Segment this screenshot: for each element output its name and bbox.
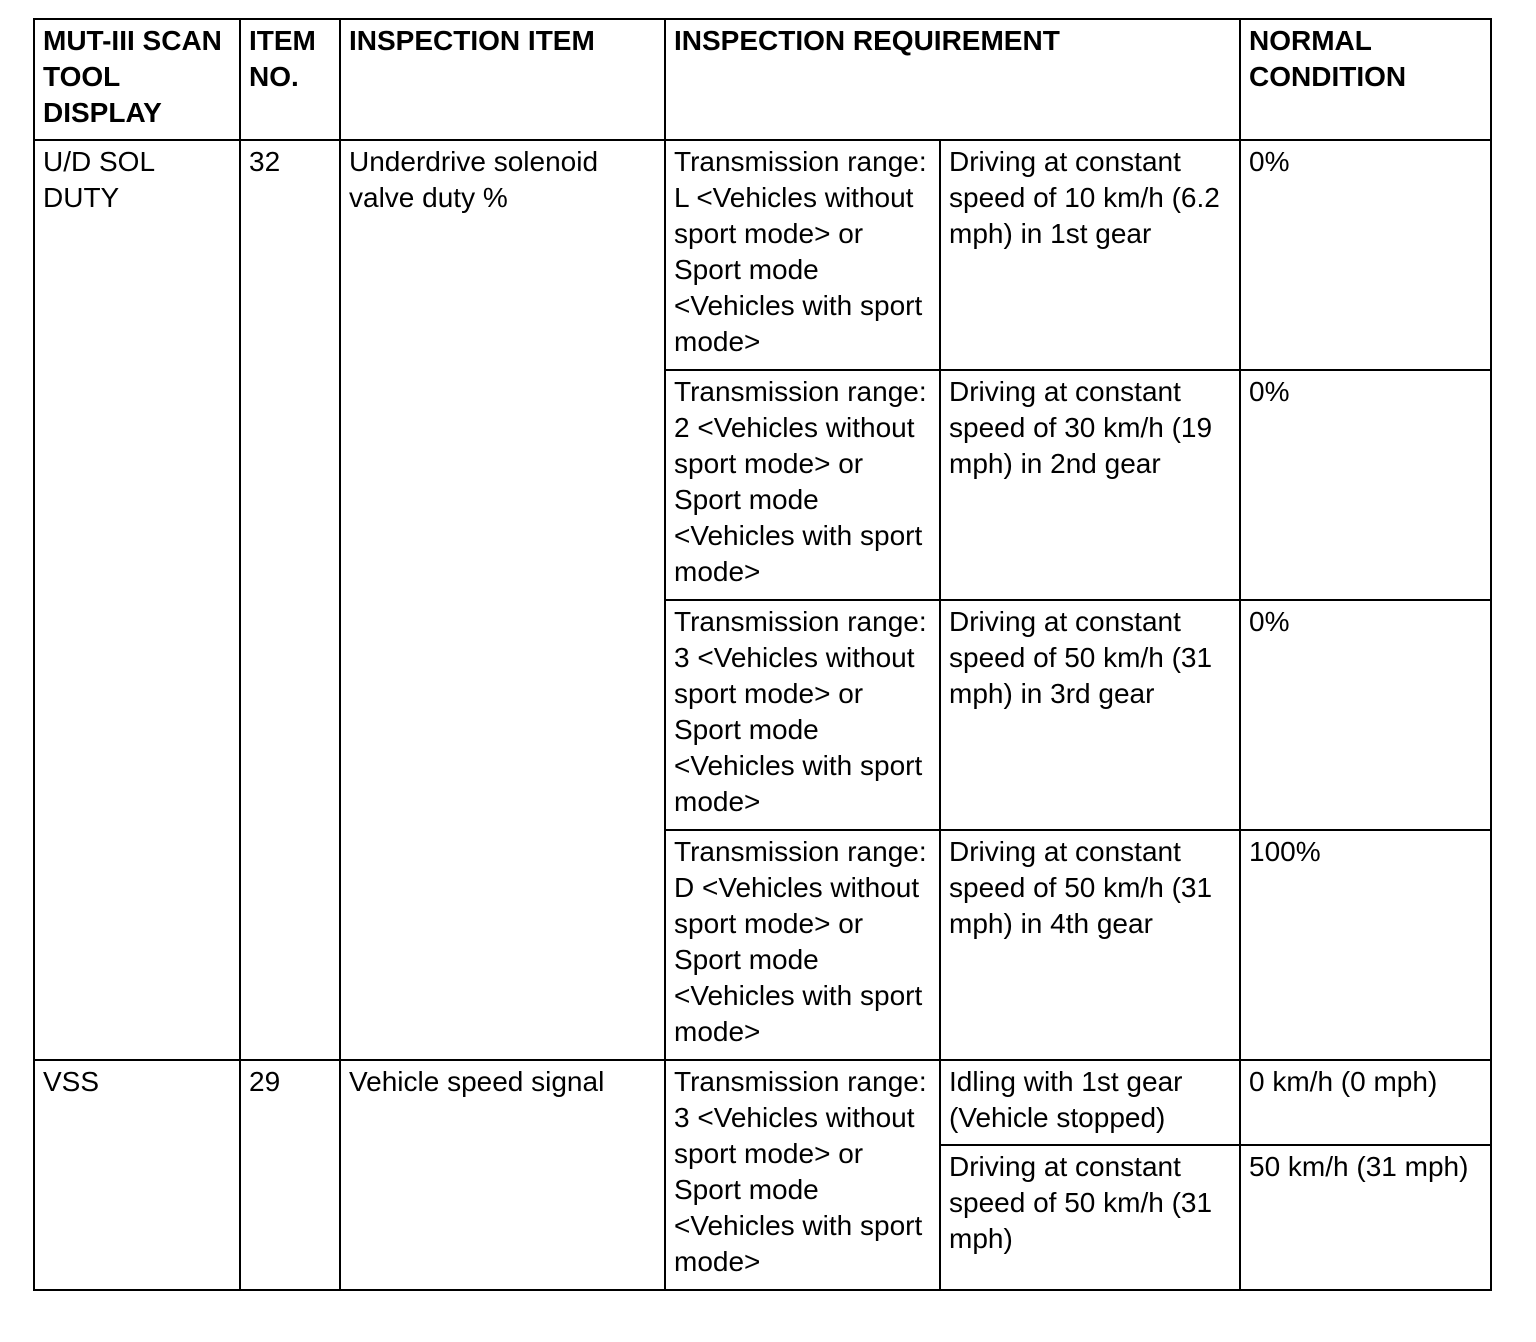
condition-cell: Driving at constant speed of 50 km/h (31 mph) [940,1145,1240,1290]
ud-sol-inspection-item-cell: Underdrive solenoid valve duty % [340,140,665,1060]
condition-cell: Driving at constant speed of 30 km/h (19 mph) in 2nd gear [940,370,1240,600]
table-row [34,140,1491,370]
condition-cell: Driving at constant speed of 50 km/h (31 mph) in 3rd gear [940,600,1240,830]
header-display: MUT-III SCAN TOOL DISPLAY [34,19,240,140]
range-cell: Transmission range: 3 <Vehicles without sport mode> or Sport mode <Vehicles with sport mode> [665,600,940,830]
header-normal-condition: NORMAL CONDITION [1240,19,1491,140]
normal-condition-cell: 0% [1240,600,1491,830]
ud-sol-display-cell: U/D SOL DUTY [34,140,240,1060]
range-cell: Transmission range: L <Vehicles without sport mode> or Sport mode <Vehicles with sport mode> [665,140,940,370]
header-inspection-requirement: INSPECTION REQUIREMENT [665,19,1240,140]
vss-item-no-cell: 29 [240,1060,340,1290]
condition-cell: Driving at constant speed of 10 km/h (6.2 mph) in 1st gear [940,140,1240,370]
inspection-table [33,18,1492,1291]
vss-display-cell: VSS [34,1060,240,1290]
normal-condition-cell: 100% [1240,830,1491,1060]
range-cell: Transmission range: D <Vehicles without sport mode> or Sport mode <Vehicles with sport mode> [665,830,940,1060]
header-inspection-item: INSPECTION ITEM [340,19,665,140]
table-row [34,1060,1491,1145]
condition-cell: Driving at constant speed of 50 km/h (31 mph) in 4th gear [940,830,1240,1060]
ud-sol-item-no-cell: 32 [240,140,340,1060]
table-header-row [34,19,1491,140]
normal-condition-cell: 0 km/h (0 mph) [1240,1060,1491,1145]
range-cell: Transmission range: 2 <Vehicles without sport mode> or Sport mode <Vehicles with sport mode> [665,370,940,600]
normal-condition-cell: 0% [1240,370,1491,600]
normal-condition-cell: 0% [1240,140,1491,370]
vss-inspection-item-cell: Vehicle speed signal [340,1060,665,1290]
vss-range-cell: Transmission range: 3 <Vehicles without sport mode> or Sport mode <Vehicles with sport mode> [665,1060,940,1290]
header-item-no: ITEM NO. [240,19,340,140]
condition-cell: Idling with 1st gear (Vehicle stopped) [940,1060,1240,1145]
normal-condition-cell: 50 km/h (31 mph) [1240,1145,1491,1290]
